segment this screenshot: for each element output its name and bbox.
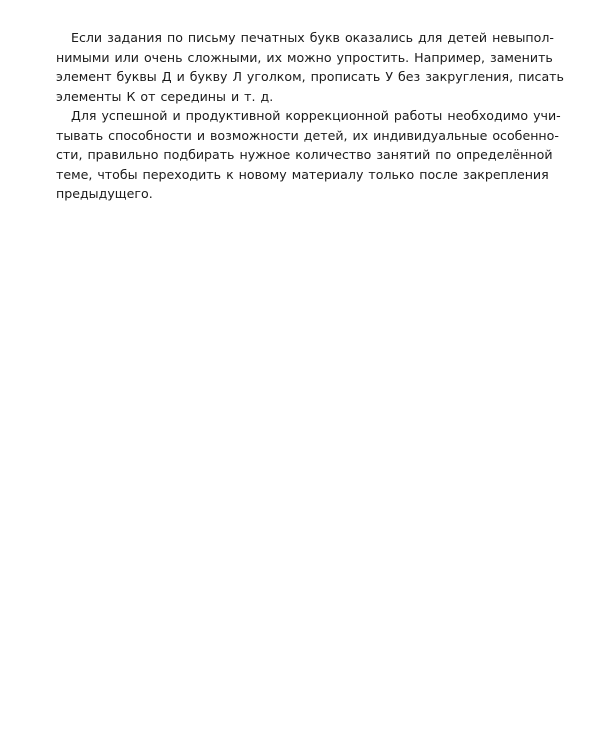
text-line: теме, чтобы переходить к новому материалу только после закрепления [56,166,549,182]
text-line: тывать способности и возможности детей, их индивидуальные особенно- [56,127,559,143]
text-line: нимыми или очень сложными, их можно упростить. Например, заменить [56,49,553,65]
paragraph-simplification [56,28,564,106]
text-line: элементы К от середины и т. д. [56,88,274,104]
text-line: элемент буквы Д и букву Л уголком, прописать У без закругления, писать [56,69,564,84]
text-line: предыдущего. [56,186,153,201]
body-text [56,28,564,204]
paragraph-correction-work [56,106,561,204]
text-line: сти, правильно подбирать нужное количество занятий по определённой [56,147,553,162]
text-line: Для успешной и продуктивной коррекционной работы необходимо учи- [71,108,561,123]
text-line: Если задания по письму печатных букв оказались для детей невыпол- [71,30,554,45]
